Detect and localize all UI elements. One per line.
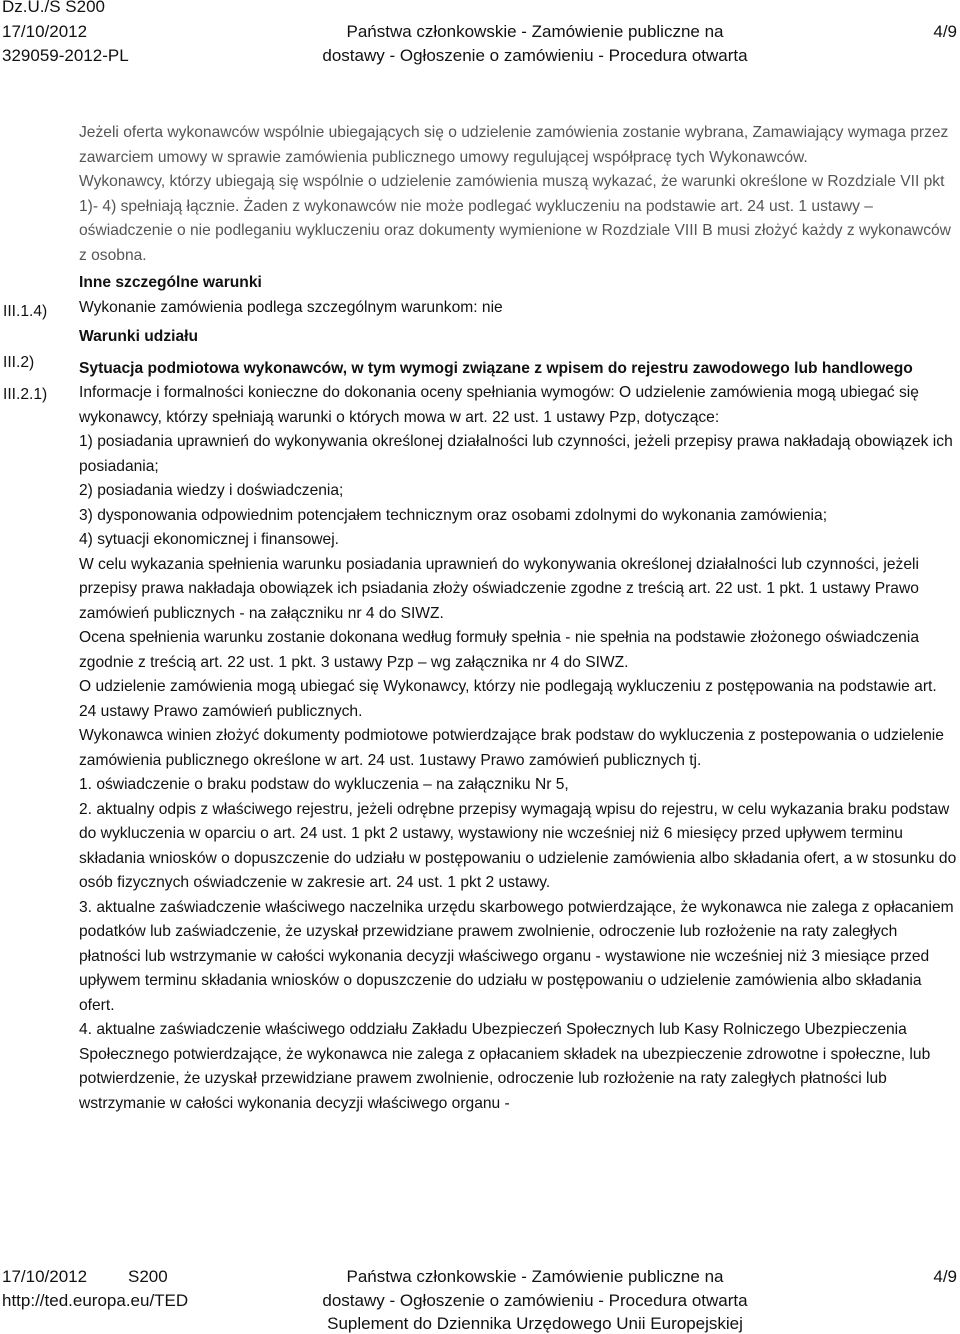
paragraph: 4) sytuacji ekonomicznej i finansowej. [79,531,340,548]
paragraph: 3. aktualne zaświadczenie właściwego naczelnika urzędu skarbowego potwierdzające, że wykonawca nie zalega z opłacaniem podatków lub zaświadczenie, że uzyskał przewidziane prawem zwolnienie, odroczenie lub rozłożenie na raty zaległych płatności lub wstrzymanie w całości wykonania decyzji właściwego organu - wystawione nie wcześniej niż 3 miesiące przed upływem terminu składania wniosków o dopuszczenie do udziału w postępowaniu o udzielenie zamówienia albo składania ofert. [79,898,954,1014]
paragraph: Wykonawca winien złożyć dokumenty podmiotowe potwierdzające brak podstaw do wykluczenia z postepowania o udzielenie zamówienia publicznego określone w art. 24 ust. 1ustawy Prawo zamówień publicznych tj. [79,727,944,769]
footer-title-line1: Państwa członkowskie - Zamówienie publiczne na [346,1267,724,1286]
paragraph: Wykonanie zamówienia podlega szczególnym warunkom: nie [79,298,503,316]
header-page-number: 4/9 [933,22,957,41]
paragraph: 2) posiadania wiedzy i doświadczenia; [79,482,344,499]
section-number-iii-2-1: III.2.1) [3,386,48,403]
paragraph: 1) posiadania uprawnień do wykonywania określonej działalności lub czynności, jeżeli przepisy prawa nakładają obowiązek ich posiadania; [79,433,953,475]
footer-date: 17/10/2012 [2,1267,88,1286]
header-reference: 329059-2012-PL [2,46,129,65]
footer-page-number: 4/9 [933,1267,957,1286]
paragraph: Informacje i formalności konieczne do dokonania oceny spełniania wymogów: O udzielenie zamówienia mogą ubiegać się wykonawcy, którzy spełniają warunki o których mowa w art. 22 ust. 1 ustawy Pzp, dotyczące: [79,384,919,426]
paragraph: 4. aktualne zaświadczenie właściwego oddziału Zakładu Ubezpieczeń Społecznych lub Kasy Rolniczego Ubezpieczenia Społecznego potwierdzające, że wykonawca nie zalega z opłacaniem składek na ubezpieczenie zdrowotne i społeczne, lub potwierdzenie, że uzyskał przewidziane prawem zwolnienie, odroczenie lub rozłożenie na raty zaległych płatności lub wstrzymanie w całości wykonania decyzji właściwego organu - [79,1021,931,1112]
header-title-line2: dostawy - Ogłoszenie o zamówieniu - Procedura otwarta [322,46,748,65]
footer-title-line2: dostawy - Ogłoszenie o zamówieniu - Procedura otwarta [322,1291,748,1310]
paragraph: Ocena spełnienia warunku zostanie dokonana według formuły spełnia - nie spełnia na podstawie złożonego oświadczenia zgodnie z treścią art. 22 ust. 1 pkt. 3 ustawy Pzp – wg załącznika nr 4 do SIWZ. [79,629,919,671]
header-date: 17/10/2012 [2,22,88,41]
paragraph: 3) dysponowania odpowiednim potencjałem technicznym oraz osobami zdolnymi do wykonania zamówienia; [79,506,828,524]
paragraph: 1. oświadczenie o braku podstaw do wykluczenia – na załączniku Nr 5, [79,776,569,793]
footer-url[interactable]: http://ted.europa.eu/TED [2,1291,189,1310]
header-doc-code: Dz.U./S S200 [2,0,105,16]
paragraph: Wykonawcy, którzy ubiegają się wspólnie o udzielenie zamówienia muszą wykazać, że warunki określone w Rozdziale VII pkt 1)- 4) spełniają łącznie. Żaden z wykonawców nie może podlegać wykluczeniu na podstawie art. 24 ust. 1 ustawy – oświadczenie o nie podleganiu wykluczeniu oraz dokumenty wymienione w Rozdziale VIII B musi złożyć każdy z wykonawców z osobna. [79,173,951,264]
heading-inne-szczegolne-warunki: Inne szczególne warunki [79,274,262,291]
footer-title-line3: Suplement do Dziennika Urzędowego Unii Europejskiej [327,1314,743,1333]
paragraph: Jeżeli oferta wykonawców wspólnie ubiegających się o udzielenie zamówienia zostanie wybrana, Zamawiający wymaga przez zawarciem umowy w sprawie zamówienia publicznego umowy regulującej współpracę tych Wykonawców. [79,124,949,166]
paragraph: 2. aktualny odpis z właściwego rejestru, jeżeli odrębne przepisy wymagają wpisu do rejestru, w celu wykazania braku podstaw do wykluczenia w oparciu o art. 24 ust. 1 pkt 2 ustawy, wystawiony nie wcześniej niż 6 miesięcy przed upływem terminu składania wniosków o dopuszczenie do udziału w postępowaniu o udzielenie zamówienia albo składania ofert, a w stosunku do osób fizycznych oświadczenie w zakresie art. 24 ust. 1 pkt 2 ustawy. [79,800,957,891]
section-number-iii-2: III.2) [3,354,35,371]
header-title-line1: Państwa członkowskie - Zamówienie publiczne na [346,22,724,41]
footer-code: S200 [128,1267,168,1286]
heading-sytuacja-podmiotowa: Sytuacja podmiotowa wykonawców, w tym wymogi związane z wpisem do rejestru zawodowego lub handlowego [79,359,913,377]
paragraph: O udzielenie zamówienia mogą ubiegać się Wykonawcy, którzy nie podlegają wykluczeniu z postępowania na podstawie art. 24 ustawy Prawo zamówień publicznych. [79,678,937,720]
heading-warunki-udzialu: Warunki udziału [79,328,198,345]
document-body [79,121,957,1116]
section-number-iii-1-4: III.1.4) [3,303,48,320]
paragraph: W celu wykazania spełnienia warunku posiadania uprawnień do wykonywania określonej działalności lub czynności, jeżeli przepisy prawa nakładaja obowiązek ich psiadania złoży oświadczenie zgodne z treścią art. 22 ust. 1 pkt. 1 ustawy Prawo zamówień publicznych - na załączniku nr 4 do SIWZ. [79,555,919,622]
